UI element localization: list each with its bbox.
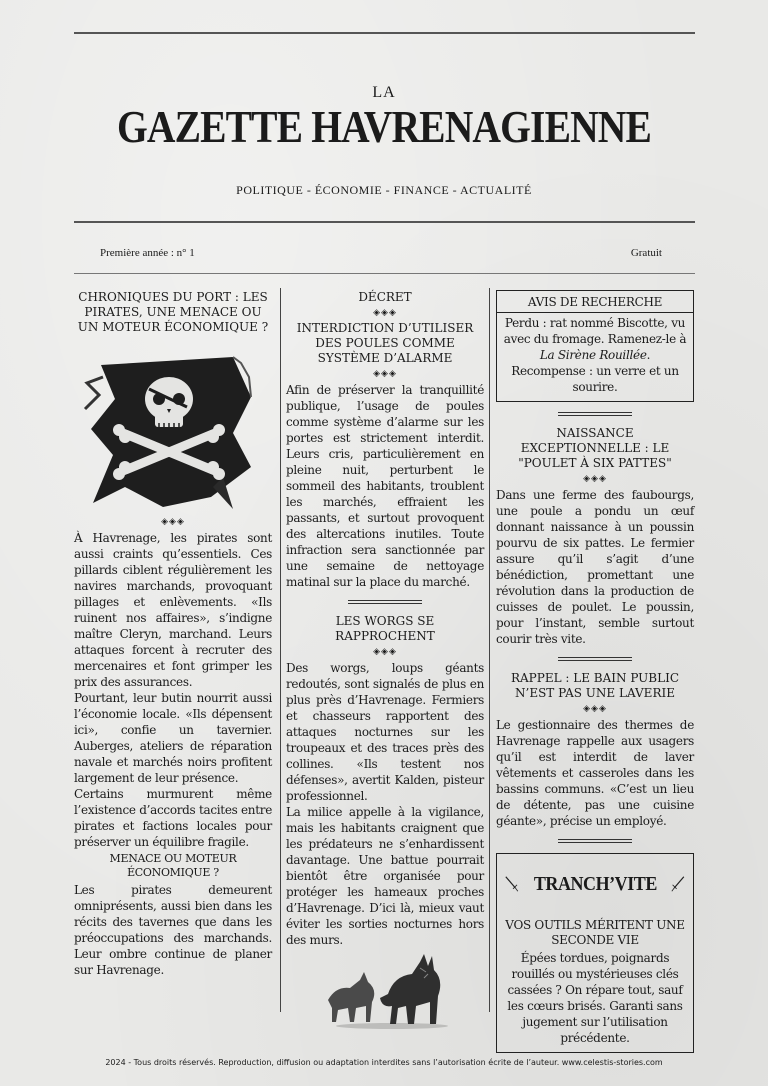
masthead-tagline: POLITIQUE - ÉCONOMIE - FINANCE - ACTUALITÉ	[236, 183, 532, 197]
pirates-headline: CHRONIQUES DU PORT : LES PIRATES, UNE MENACE OU UN MOTEUR ÉCONOMIQUE ?	[77, 290, 269, 334]
wolves-icon	[320, 950, 450, 1030]
decree-label: DÉCRET	[358, 290, 412, 304]
ornament: ◈◈◈	[373, 647, 397, 657]
column-separator-2	[489, 288, 490, 1012]
ad-brand: TRANCH’VITE	[533, 873, 657, 895]
section-divider	[558, 657, 632, 661]
masthead-bottom-rule	[74, 221, 695, 223]
tavern-name: La Sirène Rouillée	[539, 348, 647, 362]
ad-body: Épées tordues, poignards rouillés ou mystérieuses clés cassées ? On répare tout, sauf les cœurs brisés. Garanti sans jugement sur l’utilisation précédente.	[507, 951, 683, 1045]
ad-brand-row	[505, 864, 685, 904]
column-separator-1	[280, 288, 281, 1012]
ornament: ◈◈◈	[373, 308, 397, 318]
price-label: Gratuit	[630, 247, 662, 259]
pirate-flag-icon	[83, 337, 263, 515]
ad-headline: VOS OUTILS MÉRITENT UNE SECONDE VIE	[505, 918, 685, 947]
section-divider	[558, 839, 632, 843]
pirates-paragraph: Pourtant, leur butin nourrit aussi l’économie locale. «Ils dépensent ici», confie un tavernier. Auberges, ateliers de réparation navale et marchés noirs profitent largement de leur présence.	[74, 691, 272, 785]
wanted-notice-body	[503, 315, 687, 395]
column-2	[286, 290, 484, 1030]
wanted-notice-title: AVIS DE RECHERCHE	[497, 294, 693, 313]
column-1	[74, 290, 272, 978]
pirates-closing: Les pirates demeurent omniprésents, aussi bien dans les récits des tavernes que dans les préoccupations des marchands. Leur ombre continue de planer sur Havrenage.	[74, 883, 272, 977]
worgs-paragraph: La milice appelle à la vigilance, mais les habitants craignent que les prédateurs ne s’enhardissent davantage. Une battue pourrait bientôt être organisée pour protéger les hameaux proches d’Havrenage. D’ici là, mieux vaut éviter les sorties nocturnes hors des murs.	[286, 805, 484, 947]
ornament: ◈◈◈	[161, 517, 185, 527]
section-divider	[348, 600, 422, 604]
pirates-paragraph: Certains murmurent même l’existence d’accords tacites entre pirates et factions locales pour préserver un équilibre fragile.	[74, 787, 272, 849]
pirates-paragraph: À Havrenage, les pirates sont aussi craints qu’essentiels. Ces pillards ciblent régulièrement les navires marchands, provoquant pillages et enlèvements. «Ils ruinent nos affaires», s’indigne maître Cleryn, marchand. Leurs attaques forcent à recruter des mercenaires et font grimper les prix des assurances.	[74, 531, 272, 689]
masthead-prefix: LA	[372, 84, 396, 101]
decree-headline: INTERDICTION D’UTILISER DES POULES COMME SYSTÈME D’ALARME	[296, 321, 474, 365]
chicken-headline: NAISSANCE EXCEPTIONNELLE : LE "POULET À SIX PATTES"	[518, 426, 672, 470]
bath-body: Le gestionnaire des thermes de Havrenage rappelle aux usagers qu’il est interdit de laver vêtements et casseroles dans les bassins communs. «C’est un lieu de détente, pas une cuisine géante», précise un employé.	[496, 718, 694, 828]
wanted-notice	[496, 290, 694, 402]
sword-icon	[671, 864, 685, 904]
sword-icon	[505, 864, 519, 904]
ornament: ◈◈◈	[373, 369, 397, 379]
wanted-notice-reward: . Recompense : un verre et un sourire.	[511, 348, 679, 394]
top-rule	[74, 32, 695, 34]
edition-number: Première année : n° 1	[100, 247, 195, 259]
decree-body: Afin de préserver la tranquillité publique, l’usage de poules comme système d’alarme sur les portes est strictement interdit. Leurs cris, particulièrement en pleine nuit, perturbent le sommeil des habitants, troublent les marchés, effraient les passants, et surtout provoquent des altercations inutiles. Toute infraction sera sanctionnée par une semaine de nettoyage matinal sur la place du marché.	[286, 383, 484, 589]
chicken-body: Dans une ferme des faubourgs, une poule a pondu un œuf donnant naissance à un poussin pourvu de six pattes. Le fermier assure qu’il s’agit d’une bénédiction, promettant une révolution dans la production de cuisses de poulet. Le poussin, pour l’instant, semble surtout courir très vite.	[496, 488, 694, 646]
bath-headline: RAPPEL : LE BAIN PUBLIC N’EST PAS UNE LAVERIE	[510, 671, 680, 700]
column-3	[496, 290, 694, 1053]
masthead-title: GAZETTE HAVRENAGIENNE	[116, 101, 652, 152]
ornament: ◈◈◈	[583, 704, 607, 714]
worgs-paragraph: Des worgs, loups géants redoutés, sont signalés de plus en plus près d’Havrenage. Fermiers et chasseurs rapportent des attaques nocturnes sur les troupeaux et des traces près des collines. «Ils testent nos défenses», avertit Kalden, pisteur professionnel.	[286, 661, 484, 803]
ornament: ◈◈◈	[583, 474, 607, 484]
tranchvite-ad	[496, 853, 694, 1053]
worgs-headline: LES WORGS SE RAPPROCHENT	[335, 614, 435, 643]
pirates-subhead: MENACE OU MOTEUR ÉCONOMIQUE ?	[109, 852, 237, 879]
copyright-footer: 2024 - Tous droits réservés. Reproduction, diffusion ou adaptation interdites sans l’autorisation écrite de l’auteur. www.celestis-stories.com	[105, 1058, 663, 1067]
section-divider	[558, 412, 632, 416]
wanted-notice-text: Perdu : rat nommé Biscotte, vu avec du fromage. Ramenez-le à	[503, 316, 687, 346]
meta-rule	[74, 273, 695, 274]
